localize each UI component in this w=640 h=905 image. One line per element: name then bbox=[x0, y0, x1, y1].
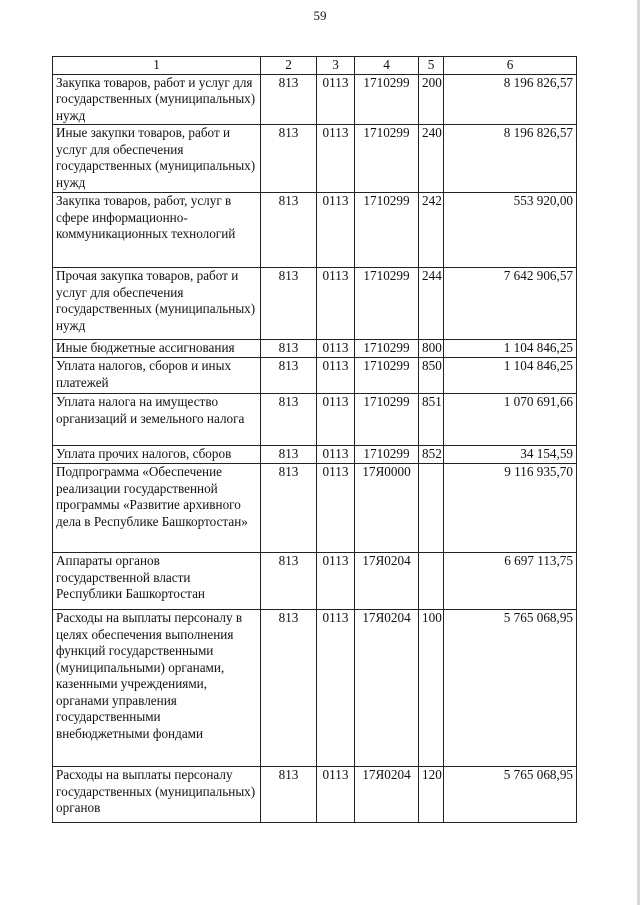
section-code: 0113 bbox=[317, 193, 355, 268]
target-article-code: 1710299 bbox=[355, 125, 419, 193]
section-code: 0113 bbox=[317, 394, 355, 446]
amount: 6 697 113,75 bbox=[444, 553, 577, 610]
department-code: 813 bbox=[261, 125, 317, 193]
amount: 5 765 068,95 bbox=[444, 610, 577, 767]
expense-type-code: 100 bbox=[419, 610, 444, 767]
table-row bbox=[53, 464, 577, 553]
table-row bbox=[53, 340, 577, 358]
table-row bbox=[53, 358, 577, 394]
target-article-code: 1710299 bbox=[355, 193, 419, 268]
expense-type-code: 852 bbox=[419, 446, 444, 464]
expense-name: Аппараты органов государственной власти Республики Башкортостан bbox=[53, 553, 261, 610]
department-code: 813 bbox=[261, 358, 317, 394]
section-code: 0113 bbox=[317, 358, 355, 394]
section-code: 0113 bbox=[317, 553, 355, 610]
department-code: 813 bbox=[261, 193, 317, 268]
department-code: 813 bbox=[261, 394, 317, 446]
target-article-code: 17Я0000 bbox=[355, 464, 419, 553]
amount: 8 196 826,57 bbox=[444, 74, 577, 125]
target-article-code: 1710299 bbox=[355, 268, 419, 340]
expense-name: Иные закупки товаров, работ и услуг для обеспечения государственных (муниципальных) нужд bbox=[53, 125, 261, 193]
column-header: 4 bbox=[355, 57, 419, 75]
section-code: 0113 bbox=[317, 74, 355, 125]
column-header: 2 bbox=[261, 57, 317, 75]
section-code: 0113 bbox=[317, 446, 355, 464]
amount: 7 642 906,57 bbox=[444, 268, 577, 340]
expense-type-code: 851 bbox=[419, 394, 444, 446]
expense-name: Расходы на выплаты персоналу государственных (муниципальных) органов bbox=[53, 767, 261, 823]
column-header: 5 bbox=[419, 57, 444, 75]
table-row bbox=[53, 610, 577, 767]
table-row bbox=[53, 268, 577, 340]
table-row bbox=[53, 767, 577, 823]
expense-type-code: 800 bbox=[419, 340, 444, 358]
department-code: 813 bbox=[261, 767, 317, 823]
table-row bbox=[53, 394, 577, 446]
table-header-row bbox=[53, 57, 577, 75]
section-code: 0113 bbox=[317, 268, 355, 340]
expense-name: Расходы на выплаты персоналу в целях обеспечения выполнения функций государственными (муниципальными) органами, казенными учреждениями, органами управления государственными внебюджетными фондами bbox=[53, 610, 261, 767]
target-article-code: 17Я0204 bbox=[355, 610, 419, 767]
expense-type-code: 240 bbox=[419, 125, 444, 193]
column-header: 3 bbox=[317, 57, 355, 75]
column-header: 1 bbox=[53, 57, 261, 75]
target-article-code: 17Я0204 bbox=[355, 553, 419, 610]
expense-type-code: 120 bbox=[419, 767, 444, 823]
section-code: 0113 bbox=[317, 125, 355, 193]
department-code: 813 bbox=[261, 268, 317, 340]
expense-name: Закупка товаров, работ, услуг в сфере информационно-коммуникационных технологий bbox=[53, 193, 261, 268]
expense-name: Закупка товаров, работ и услуг для государственных (муниципальных) нужд bbox=[53, 74, 261, 125]
expense-type-code: 200 bbox=[419, 74, 444, 125]
expense-name: Прочая закупка товаров, работ и услуг для обеспечения государственных (муниципальных) нужд bbox=[53, 268, 261, 340]
section-code: 0113 bbox=[317, 610, 355, 767]
amount: 1 104 846,25 bbox=[444, 340, 577, 358]
table-row bbox=[53, 193, 577, 268]
table-row bbox=[53, 74, 577, 125]
target-article-code: 1710299 bbox=[355, 340, 419, 358]
department-code: 813 bbox=[261, 553, 317, 610]
expense-type-code bbox=[419, 464, 444, 553]
expense-name: Уплата налога на имущество организаций и земельного налога bbox=[53, 394, 261, 446]
expense-name: Подпрограмма «Обеспечение реализации государственной программы «Развитие архивного дела в Республике Башкортостан» bbox=[53, 464, 261, 553]
department-code: 813 bbox=[261, 446, 317, 464]
amount: 8 196 826,57 bbox=[444, 125, 577, 193]
department-code: 813 bbox=[261, 610, 317, 767]
amount: 1 070 691,66 bbox=[444, 394, 577, 446]
table-row bbox=[53, 553, 577, 610]
expense-type-code bbox=[419, 553, 444, 610]
department-code: 813 bbox=[261, 340, 317, 358]
budget-table bbox=[52, 56, 577, 823]
amount: 34 154,59 bbox=[444, 446, 577, 464]
target-article-code: 1710299 bbox=[355, 74, 419, 125]
table-row bbox=[53, 125, 577, 193]
expense-type-code: 850 bbox=[419, 358, 444, 394]
amount: 553 920,00 bbox=[444, 193, 577, 268]
column-header: 6 bbox=[444, 57, 577, 75]
expense-name: Уплата налогов, сборов и иных платежей bbox=[53, 358, 261, 394]
expense-type-code: 242 bbox=[419, 193, 444, 268]
section-code: 0113 bbox=[317, 767, 355, 823]
target-article-code: 1710299 bbox=[355, 394, 419, 446]
expense-name: Иные бюджетные ассигнования bbox=[53, 340, 261, 358]
target-article-code: 17Я0204 bbox=[355, 767, 419, 823]
page-number: 59 bbox=[313, 8, 327, 23]
target-article-code: 1710299 bbox=[355, 446, 419, 464]
department-code: 813 bbox=[261, 74, 317, 125]
target-article-code: 1710299 bbox=[355, 358, 419, 394]
amount: 5 765 068,95 bbox=[444, 767, 577, 823]
table-row bbox=[53, 446, 577, 464]
section-code: 0113 bbox=[317, 340, 355, 358]
amount: 9 116 935,70 bbox=[444, 464, 577, 553]
expense-type-code: 244 bbox=[419, 268, 444, 340]
expense-name: Уплата прочих налогов, сборов bbox=[53, 446, 261, 464]
section-code: 0113 bbox=[317, 464, 355, 553]
amount: 1 104 846,25 bbox=[444, 358, 577, 394]
department-code: 813 bbox=[261, 464, 317, 553]
